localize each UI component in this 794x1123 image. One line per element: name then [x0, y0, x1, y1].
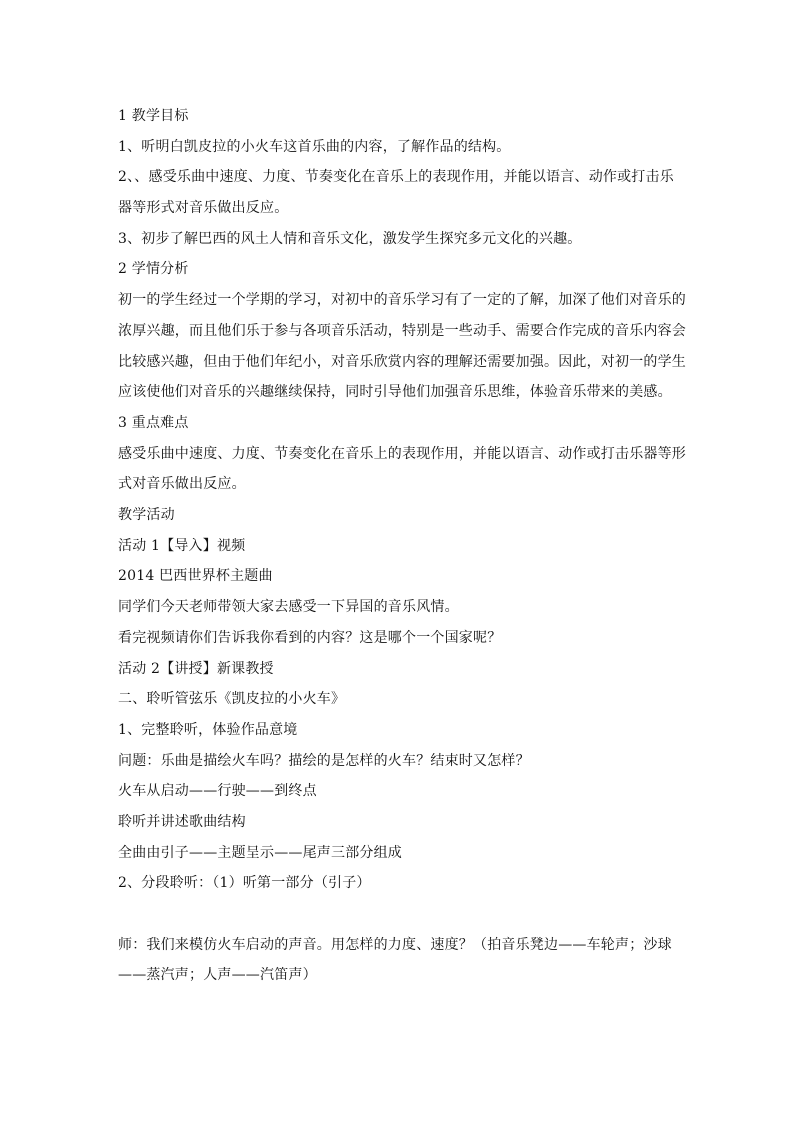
heading-student-analysis: 2 学情分析: [118, 261, 189, 278]
analysis-line: 应该使他们对音乐的兴趣继续保持，同时引导他们加强音乐思维，体验音乐带来的美感。: [118, 384, 672, 401]
intro-line-1: 同学们今天老师带领大家去感受一下异国的音乐风情。: [118, 599, 459, 616]
objective-1: 1、听明白凯皮拉的小火车这首乐曲的内容，了解作品的结构。: [118, 138, 511, 155]
activity-2-title: 活动 2【讲授】新课教授: [118, 660, 274, 677]
document-body: [118, 101, 684, 991]
teacher-line: ——蒸汽声；人声——汽笛声）: [118, 967, 317, 984]
student-analysis-paragraph: [118, 285, 684, 408]
key-points-line: 式对音乐做出反应。: [118, 476, 246, 493]
analysis-line: 比较感兴趣，但由于他们年纪小，对音乐欣赏内容的理解还需要加强。因此，对初一的学生: [118, 353, 686, 370]
section-2-title: 二、聆听管弦乐《凯皮拉的小火车》: [118, 691, 346, 708]
key-points-line: 感受乐曲中速度、力度、节奏变化在音乐上的表现作用，并能以语言、动作或打击乐器等形: [118, 445, 686, 462]
question-line: 问题：乐曲是描绘火车吗？描绘的是怎样的火车？结束时又怎样？: [118, 752, 530, 769]
teacher-paragraph: [118, 930, 684, 991]
analysis-line: 浓厚兴趣，而且他们乐于参与各项音乐活动，特别是一些动手、需要合作完成的音乐内容会: [118, 322, 686, 339]
video-title: 2014 巴西世界杯主题曲: [118, 568, 273, 585]
objective-2-line: 器等形式对音乐做出反应。: [118, 200, 289, 217]
listen-structure-line: 聆听并讲述歌曲结构: [118, 813, 246, 830]
train-stages-line: 火车从启动——行驶——到终点: [118, 783, 317, 800]
objective-2: [118, 162, 684, 223]
listen-step-2: 2、分段聆听：（1）听第一部分（引子）: [118, 875, 371, 892]
objective-3: 3、初步了解巴西的风土人情和音乐文化，激发学生探究多元文化的兴趣。: [118, 230, 582, 247]
heading-teaching-objectives: 1 教学目标: [118, 108, 189, 124]
blank-line: [118, 899, 684, 930]
heading-key-points: 3 重点难点: [118, 414, 189, 431]
analysis-line: 初一的学生经过一个学期的学习，对初中的音乐学习有了一定的了解，加深了他们对音乐的: [118, 292, 686, 309]
full-structure-line: 全曲由引子——主题呈示——尾声三部分组成: [118, 844, 402, 861]
activity-1-title: 活动 1【导入】视频: [118, 537, 246, 554]
listen-step-1: 1、完整聆听，体验作品意境: [118, 721, 298, 738]
heading-teaching-activities: 教学活动: [118, 507, 175, 524]
key-points-paragraph: [118, 439, 684, 500]
objective-2-line: 2、、感受乐曲中速度、力度、节奏变化在音乐上的表现作用，并能以语言、动作或打击乐: [118, 169, 674, 186]
intro-line-2: 看完视频请你们告诉我你看到的内容？这是哪个一个国家呢？: [118, 629, 502, 646]
teacher-line: 师：我们来模仿火车启动的声音。用怎样的力度、速度？（拍音乐凳边——车轮声；沙球: [118, 936, 672, 953]
